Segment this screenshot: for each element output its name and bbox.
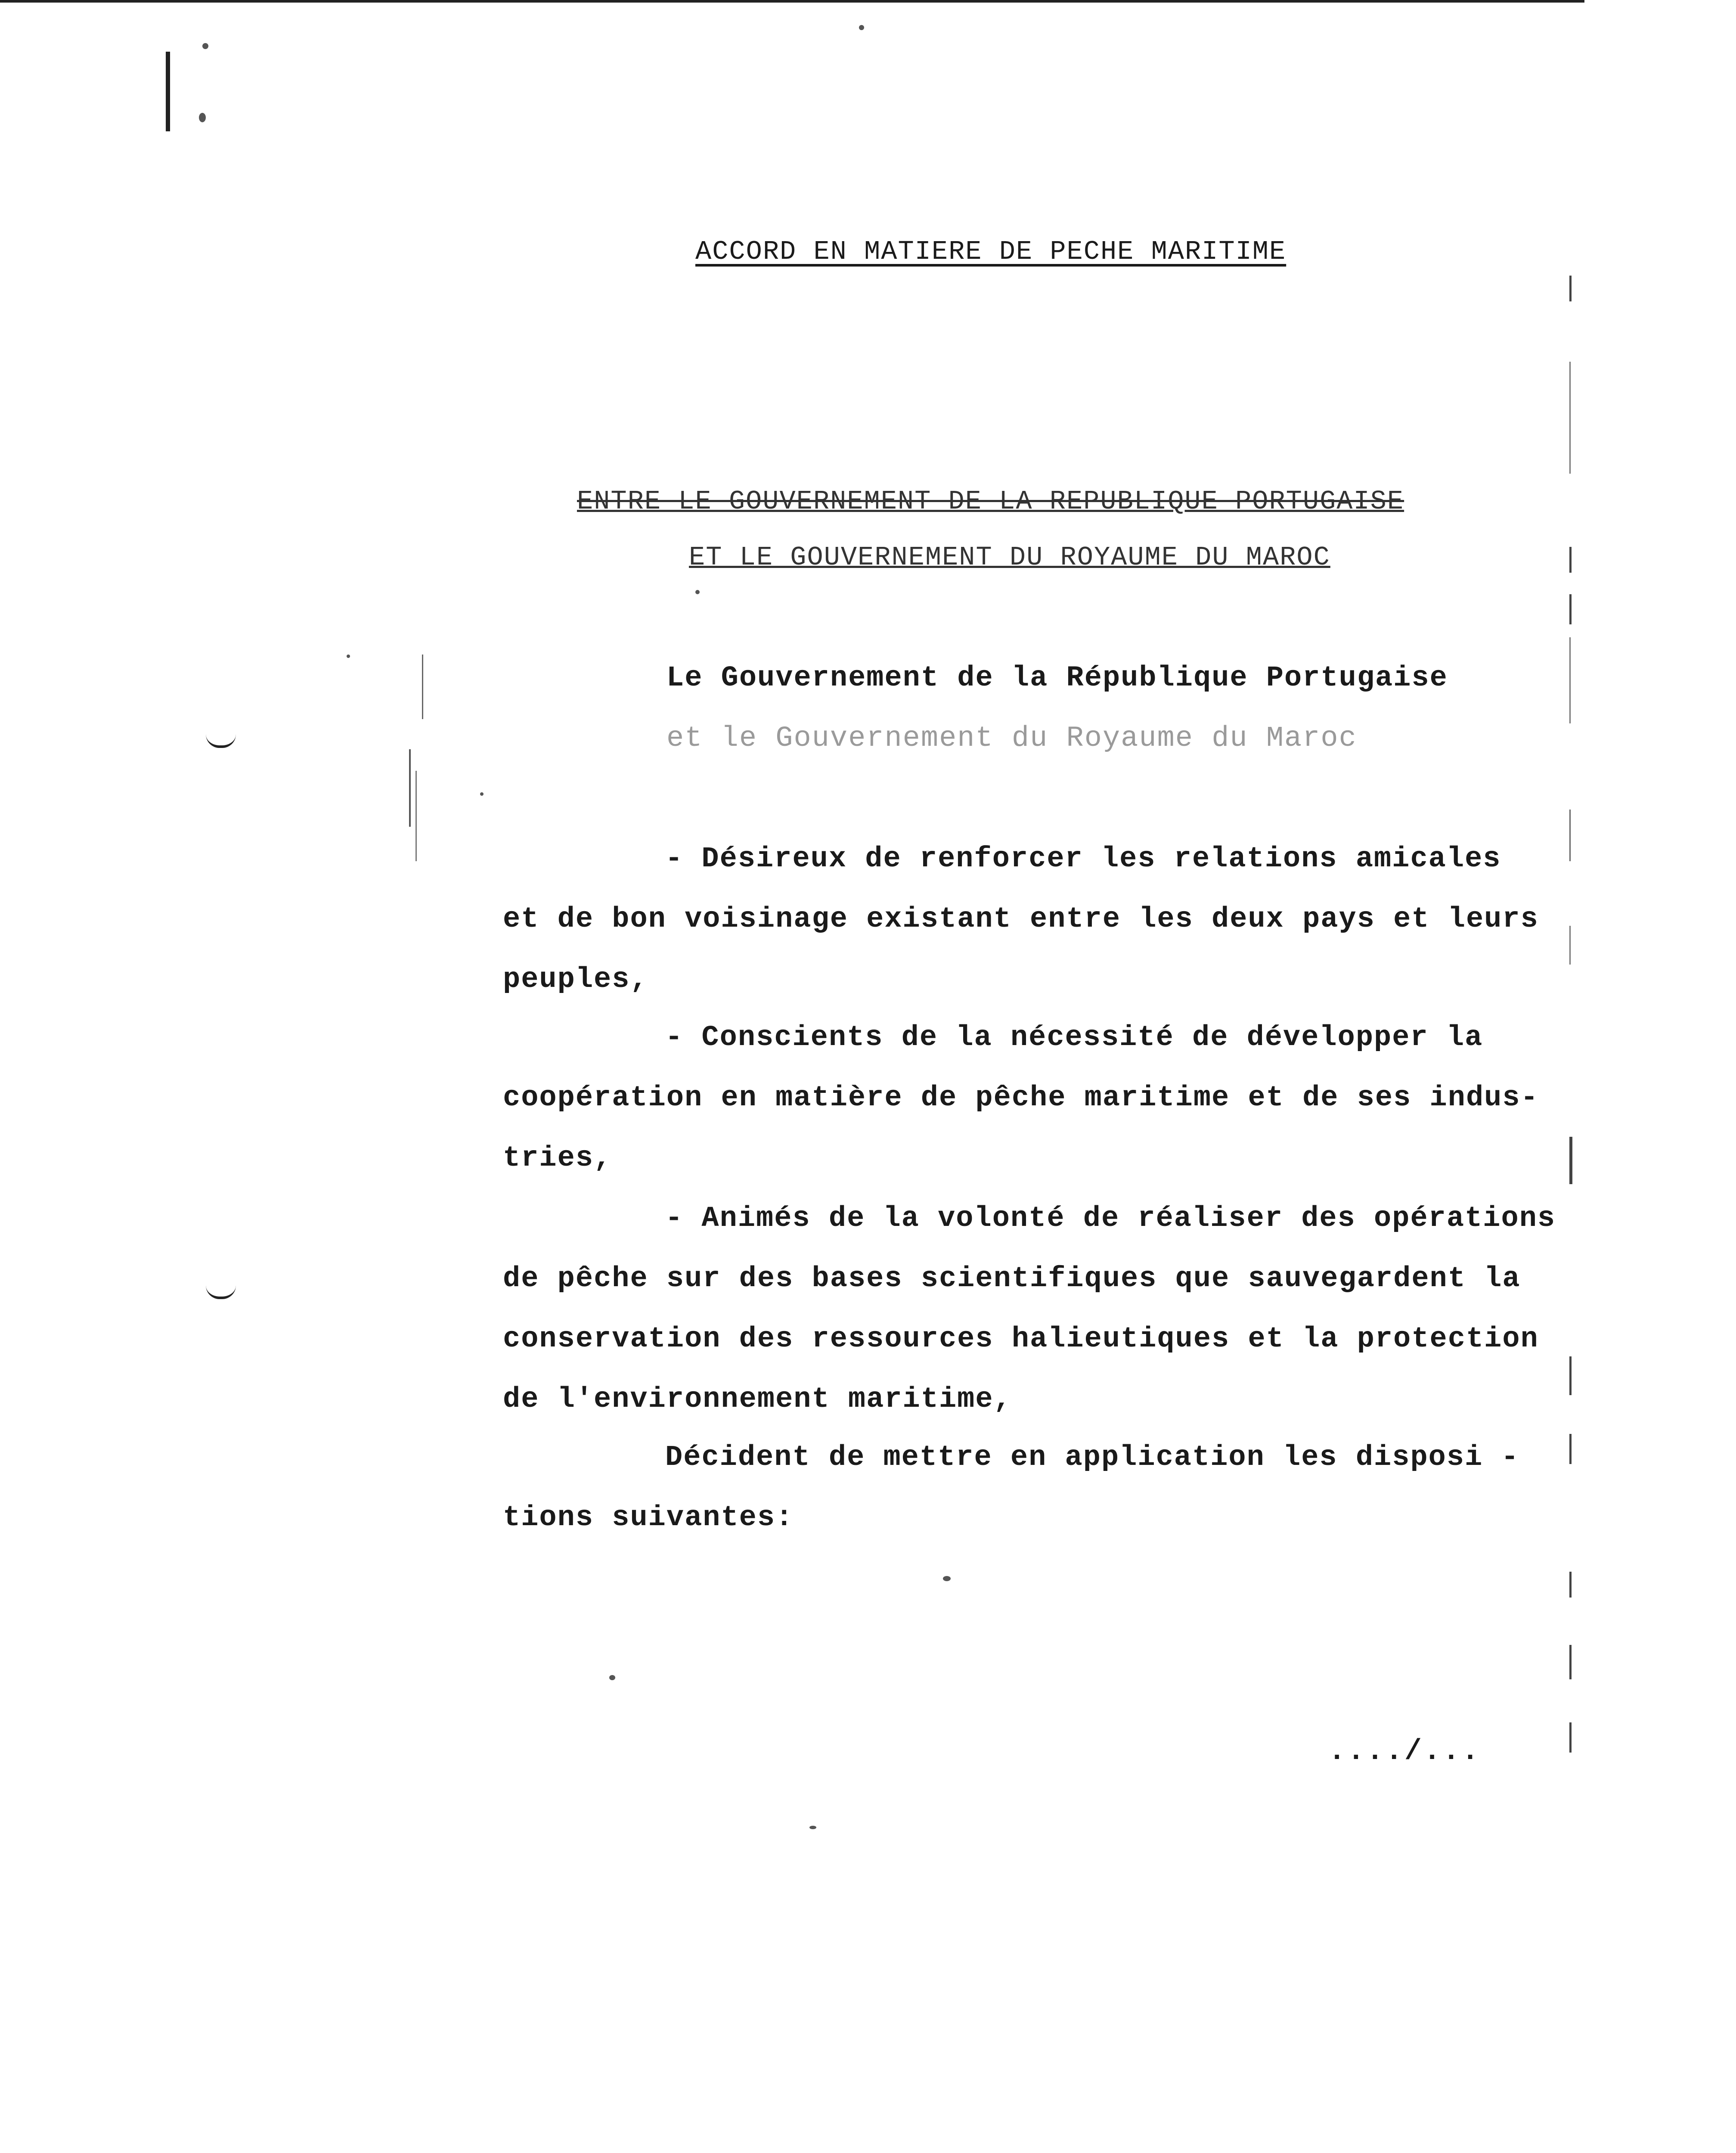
body-line: et de bon voisinage existant entre les deux pays et leurs [503, 903, 1539, 936]
subtitle-line-1: ENTRE LE GOUVERNEMENT DE LA REPUBLIQUE PORTUGAISE [577, 486, 1404, 517]
margin-dot-mark [202, 43, 208, 49]
right-edge-mark [1569, 547, 1572, 573]
body-line: tries, [503, 1142, 612, 1175]
right-edge-mark [1569, 810, 1571, 861]
body-line: - Animés de la volonté de réaliser des opérations [665, 1202, 1556, 1235]
right-edge-mark [1569, 362, 1571, 474]
ink-speck [347, 655, 350, 658]
punch-hole-arc-lower [206, 1285, 236, 1299]
document-title: ACCORD EN MATIERE DE PECHE MARITIME [695, 236, 1286, 267]
party-line-2: et le Gouvernement du Royaume du Maroc [666, 722, 1357, 755]
body-line: - Désireux de renforcer les relations amicales [665, 843, 1501, 875]
ink-speck [609, 1675, 615, 1680]
body-line: - Conscients de la nécessité de développer la [665, 1021, 1483, 1054]
ink-speck [809, 1826, 816, 1829]
margin-dot-mark [199, 113, 206, 122]
right-edge-mark [1569, 1137, 1572, 1184]
right-edge-mark [1569, 594, 1572, 624]
body-line: conservation des ressources halieutiques et la protection [503, 1323, 1539, 1356]
right-edge-mark [1569, 637, 1571, 723]
punch-hole-arc-upper [206, 734, 236, 748]
body-line: de pêche sur des bases scientifiques que sauvegardent la [503, 1263, 1521, 1295]
margin-bar-mark [166, 52, 170, 131]
body-line: peuples, [503, 963, 648, 996]
ink-speck [943, 1576, 951, 1581]
ink-speck [859, 25, 864, 30]
right-edge-mark [1569, 1572, 1572, 1598]
scratch-mark [422, 655, 423, 719]
top-edge-line [155, 0, 1584, 3]
right-edge-mark [1569, 1722, 1572, 1753]
body-line: coopération en matière de pêche maritime et de ses indus- [503, 1082, 1539, 1114]
right-edge-mark [1569, 1434, 1572, 1464]
right-edge-mark [1569, 1356, 1572, 1395]
right-edge-mark [1569, 276, 1572, 301]
body-line: de l'environnement maritime, [503, 1383, 1012, 1416]
right-edge-mark [1569, 1645, 1572, 1679]
right-edge-mark [1569, 926, 1571, 965]
party-line-1: Le Gouvernement de la République Portugaise [666, 662, 1448, 695]
scratch-mark [415, 771, 417, 861]
body-line: Décident de mettre en application les disposi - [665, 1441, 1519, 1474]
body-line: tions suivantes: [503, 1502, 794, 1534]
ink-speck [480, 792, 484, 796]
ink-speck [695, 590, 700, 594]
scratch-mark [409, 749, 411, 827]
page-continuation-marker: ..../... [1328, 1735, 1481, 1768]
subtitle-line-2: ET LE GOUVERNEMENT DU ROYAUME DU MAROC [689, 542, 1330, 573]
